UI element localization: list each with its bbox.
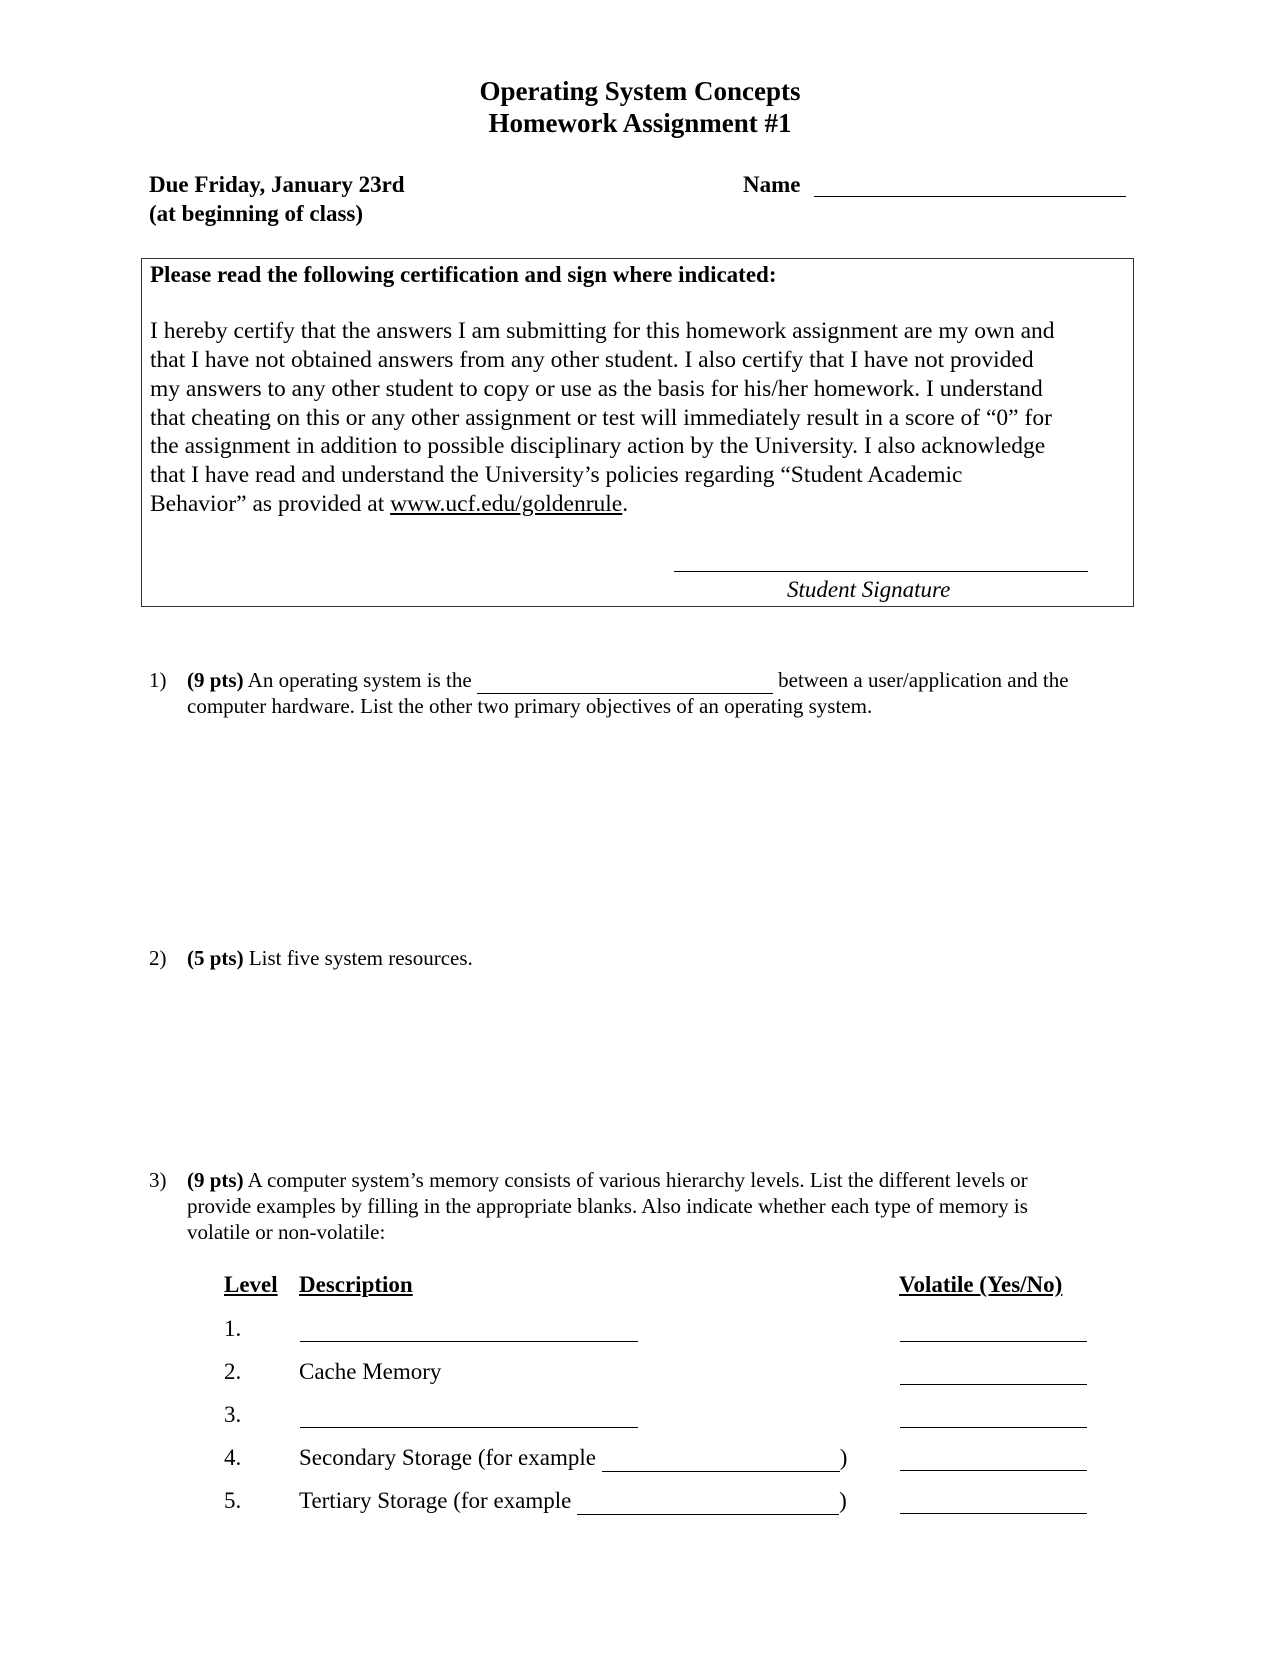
question-1-prompt-cont: between a user/application and the	[772, 668, 1069, 692]
row-5-description-text: Tertiary Storage (for example	[299, 1488, 578, 1513]
row-4-volatile-blank[interactable]	[900, 1470, 1087, 1471]
certification-heading: Please read the following certification and sign where indicated:	[150, 262, 777, 287]
question-2-points: (5 pts)	[187, 946, 244, 970]
column-description-header: Description	[299, 1272, 413, 1297]
row-1-volatile-blank[interactable]	[900, 1341, 1087, 1342]
row-1-level: 1.	[224, 1316, 242, 1341]
name-blank[interactable]	[814, 196, 1126, 197]
row-1-description-blank[interactable]	[300, 1341, 638, 1342]
certification-line: the assignment in addition to possible disciplinary action by the University. I also acknowledge	[150, 433, 1046, 459]
question-3-points: (9 pts)	[187, 1168, 244, 1192]
certification-period: .	[622, 491, 629, 517]
certification-line: I hereby certify that the answers I am submitting for this homework assignment are my own and	[150, 318, 1055, 344]
certification-line: that I have not obtained answers from any other student. I also certify that I have not provided	[150, 347, 1034, 373]
row-5-description	[299, 1488, 847, 1515]
signature-blank[interactable]	[674, 571, 1088, 572]
row-2-volatile-blank[interactable]	[900, 1384, 1087, 1385]
name-label: Name	[743, 172, 801, 197]
row-2-description: Cache Memory	[299, 1359, 442, 1384]
document-subtitle: Homework Assignment #1	[488, 108, 792, 138]
row-4-level: 4.	[224, 1445, 242, 1470]
question-2-text	[187, 946, 473, 971]
row-5-example-blank[interactable]	[577, 1488, 839, 1515]
certification-line: that cheating on this or any other assignment or test will immediately result in a score of “0” for	[150, 405, 1052, 431]
row-5-close-paren: )	[839, 1488, 847, 1513]
row-3-volatile-blank[interactable]	[900, 1427, 1087, 1428]
question-1-number: 1)	[149, 668, 167, 692]
question-3-prompt: A computer system’s memory consists of various hierarchy levels. List the different levels or	[243, 1168, 1028, 1192]
question-3-line3: volatile or non-volatile:	[187, 1220, 386, 1244]
question-1-blank[interactable]	[477, 668, 773, 694]
row-2-level: 2.	[224, 1359, 242, 1384]
signature-label: Student Signature	[787, 577, 951, 602]
question-3-number: 3)	[149, 1168, 167, 1192]
row-5-volatile-blank[interactable]	[900, 1513, 1087, 1514]
question-1-line2: computer hardware. List the other two primary objectives of an operating system.	[187, 694, 873, 718]
document-title: Operating System Concepts	[479, 76, 801, 106]
row-4-description-text: Secondary Storage (for example	[299, 1445, 602, 1470]
question-2-number: 2)	[149, 946, 167, 970]
question-1-points: (9 pts)	[187, 668, 244, 692]
goldenrule-link[interactable]: www.ucf.edu/goldenrule	[390, 491, 623, 517]
certification-line: that I have read and understand the University’s policies regarding “Student Academic	[150, 462, 963, 488]
question-3-text	[187, 1168, 1028, 1193]
row-3-description-blank[interactable]	[300, 1427, 638, 1428]
row-4-example-blank[interactable]	[602, 1445, 840, 1472]
certification-line-last	[150, 491, 628, 518]
row-3-level: 3.	[224, 1402, 242, 1427]
certification-text: Behavior” as provided at	[150, 491, 391, 517]
question-3-line2: provide examples by filling in the appropriate blanks. Also indicate whether each type of memory is	[187, 1194, 1028, 1218]
row-4-close-paren: )	[839, 1445, 848, 1470]
question-1-prompt: An operating system is the	[243, 668, 477, 692]
column-volatile-header: Volatile (Yes/No)	[899, 1272, 1063, 1297]
due-note: (at beginning of class)	[149, 201, 364, 226]
certification-line: my answers to any other student to copy or use as the basis for his/her homework. I understand	[150, 376, 1043, 402]
question-1-text	[187, 668, 1069, 694]
due-date: Due Friday, January 23rd	[149, 172, 405, 197]
column-level-header: Level	[224, 1272, 278, 1297]
row-4-description	[299, 1445, 847, 1472]
question-2-prompt: List five system resources.	[243, 946, 473, 970]
row-5-level: 5.	[224, 1488, 242, 1513]
